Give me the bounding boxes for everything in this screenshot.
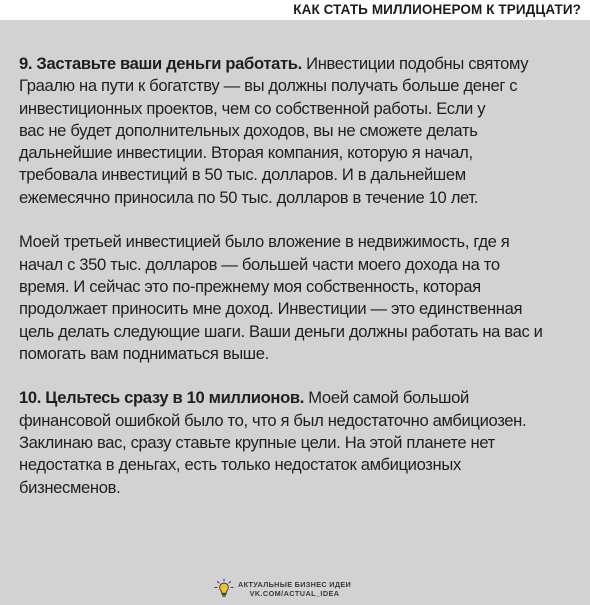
footer-text [238, 580, 351, 599]
section-10 [19, 387, 579, 498]
text-line: недостатка в деньгах, есть только недостаток амбициозных [19, 455, 461, 475]
text-line: вас не будет дополнительных доходов, вы не сможете делать [19, 120, 478, 140]
text-line: продолжает приносить мне доход. Инвестиции — это единственная [19, 299, 523, 319]
text-fragment: Инвестиции подобны святому [301, 54, 529, 73]
section-heading: 10. Цельтесь сразу в 10 миллионов. [19, 388, 305, 408]
footer-brand [210, 578, 351, 600]
text-line: инвестиционных проектов, чем со собственной работы. Если у [19, 98, 486, 118]
text-fragment: Моей самой большой [304, 388, 469, 408]
text-line: дальнейшие инвестиции. Вторая компания, которую я начал, [19, 143, 473, 163]
section-heading: 9. Заставьте ваши деньги работать. [19, 54, 302, 73]
brand-link: VK.COM/ACTUAL_IDEA [249, 589, 340, 598]
section-9-continued [19, 231, 579, 365]
text-line: цель делать следующие шаги. Ваши деньги должны работать на вас и [19, 321, 543, 341]
text-line: требовала инвестиций в 50 тыс. долларов. И в дальнейшем [19, 165, 466, 185]
brand-name: АКТУАЛЬНЫЕ БИЗНЕС ИДЕИ [238, 579, 352, 589]
text-line: Моей третьей инвестицией было вложение в недвижимость, где я [19, 232, 510, 252]
text-line: Заклинаю вас, сразу ставьте крупные цели. На этой планете нет [19, 433, 495, 453]
lightbulb-icon [210, 578, 238, 600]
text-line: время. И сейчас это по-прежнему моя собственность, которая [19, 276, 481, 296]
header-bar [0, 0, 590, 20]
text-line [19, 53, 579, 75]
page-title: КАК СТАТЬ МИЛЛИОНЕРОМ К ТРИДЦАТИ? [293, 2, 581, 17]
text-line: Граалю на пути к богатству — вы должны получать больше денег с [19, 76, 518, 96]
text-line: начал с 350 тыс. долларов — большей части моего дохода на то [19, 254, 500, 274]
text-line [19, 387, 579, 409]
article-body [19, 53, 579, 521]
text-line: ежемесячно приносила по 50 тыс. долларов в течение 10 лет. [19, 187, 479, 207]
text-line: финансовой ошибкой было то, что я был недостаточно амбициозен. [19, 410, 527, 430]
text-line: бизнесменов. [19, 477, 121, 497]
text-line: помогать вам подниматься выше. [19, 343, 269, 363]
section-9 [19, 53, 579, 209]
